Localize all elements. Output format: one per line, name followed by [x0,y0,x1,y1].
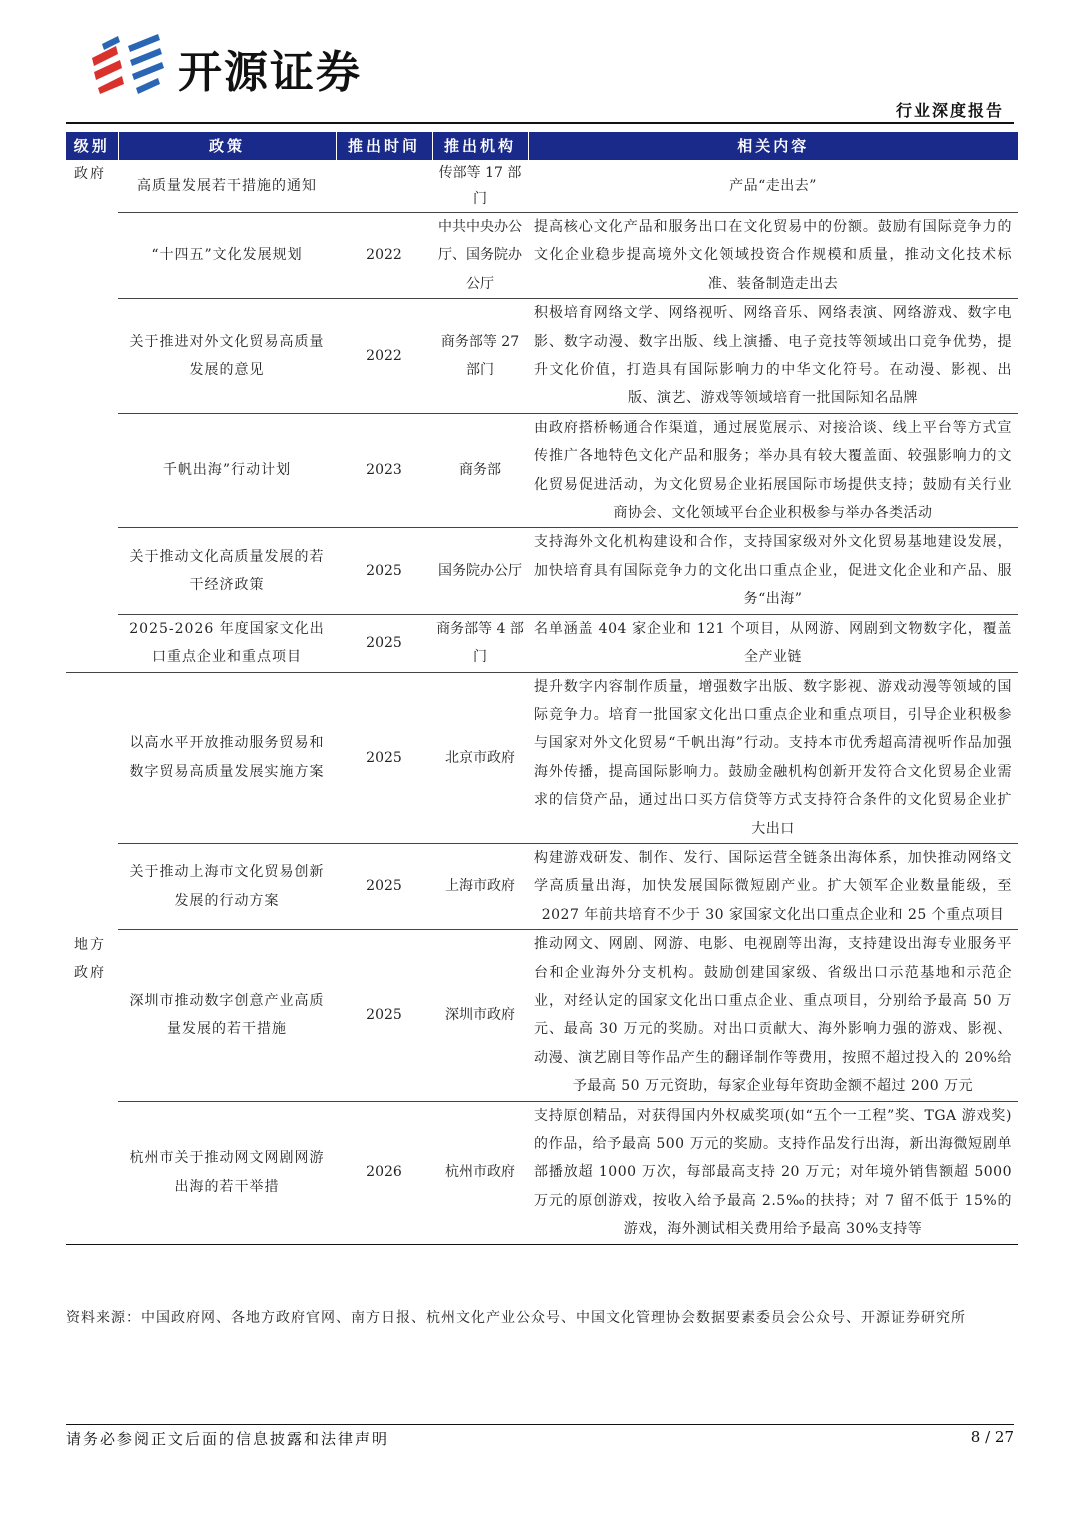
kaiyuan-securities-logo-icon [88,32,168,96]
policy-cell: 以高水平开放推动服务贸易和数字贸易高质量发展实施方案 [129,735,325,780]
year-cell [336,160,432,213]
level-cell-central: 政府 [74,166,106,182]
policy-cell: 关于推动文化高质量发展的若干经济政策 [129,548,325,594]
year-cell: 2023 [366,462,402,479]
agency-cell: 商务部等 4 部门 [436,620,524,666]
policy-table-container [66,132,1018,1245]
agency-cell: 国务院办公厅 [438,562,522,579]
year-cell: 2025 [366,749,402,766]
table-row [66,930,1018,1101]
table-row [66,528,1018,614]
policy-cell: 关于推进对外文化贸易高质量发展的意见 [129,333,325,379]
policy-table [66,132,1018,1245]
footer-divider [66,1424,1014,1425]
footer-disclaimer: 请务必参阅正文后面的信息披露和法律声明 [66,1430,390,1448]
agency-cell: 商务部等 27 部门 [440,333,520,379]
brand-logo [88,32,408,96]
content-cell: 提升数字内容制作质量，增强数字出版、数字影视、游戏动漫等领域的国际竞争力。培育一批国家文化出口重点企业和重点项目，引导企业积极参与国家对外文化贸易“千帆出海”行动。支持本市优秀超高清视听作品加强海外传播，提高国际影响力。鼓励金融机构创新开发符合文化贸易企业需求的信贷产品，通过出口买方信贷等方式支持符合条件的文化贸易企业扩大出口 [534,678,1012,837]
policy-cell: 2025-2026 年度国家文化出口重点企业和重点项目 [129,620,325,666]
column-header-policy: 政策 [118,132,336,160]
agency-cell: 杭州市政府 [445,1164,515,1181]
table-row [66,213,1018,299]
year-cell: 2025 [366,1007,402,1024]
agency-cell: 中共中央办公厅、国务院办公厅 [438,219,522,292]
year-cell: 2025 [366,878,402,895]
content-cell: 产品“走出去” [729,178,817,194]
page-number: 8 / 27 [970,1428,1014,1446]
year-cell: 2022 [366,247,402,264]
content-cell: 由政府搭桥畅通合作渠道，通过展览展示、对接洽谈、线上平台等方式宣传推广各地特色文化产品和服务；举办具有较大覆盖面、较强影响力的文化贸易促进活动，为文化贸易企业拓展国际市场提供支持；鼓励有关行业商协会、文化领域平台企业积极参与举办各类活动 [534,419,1012,522]
table-row [66,614,1018,672]
agency-cell: 北京市政府 [445,749,515,766]
column-header-year: 推出时间 [336,132,432,160]
column-header-content: 相关内容 [528,132,1018,160]
content-cell: 积极培育网络文学、网络视听、网络音乐、网络表演、网络游戏、数字电影、数字动漫、数字出版、线上演播、电子竞技等领域出口竞争优势，提升文化价值，打造具有国际影响力的中华文化符号。在动漫、影视、出版、演艺、游戏等领域培育一批国际知名品牌 [534,305,1012,407]
report-type: 行业深度报告 [895,101,1004,120]
policy-cell: 关于推动上海市文化贸易创新发展的行动方案 [129,864,325,909]
table-row [66,413,1018,528]
level-cell-local: 地方政府 [74,936,106,981]
column-header-level: 级别 [66,132,118,160]
policy-cell: 深圳市推动数字创意产业高质量发展的若干措施 [129,992,325,1038]
table-row [66,160,1018,213]
table-row [66,1101,1018,1244]
year-cell: 2022 [366,347,402,364]
year-cell: 2026 [366,1164,402,1181]
table-row [66,672,1018,843]
policy-cell: 高质量发展若干措施的通知 [137,178,317,194]
column-header-agency: 推出机构 [432,132,528,160]
table-row [66,843,1018,929]
content-cell: 支持海外文化机构建设和合作，支持国家级对外文化贸易基地建设发展，加快培育具有国际竞争力的文化出口重点企业，促进文化企业和产品、服务“出海” [534,534,1012,608]
agency-cell: 深圳市政府 [445,1007,515,1024]
content-cell: 推动网文、网剧、网游、电影、电视剧等出海，支持建设出海专业服务平台和企业海外分支机构。鼓励创建国家级、省级出口示范基地和示范企业，对经认定的国家文化出口重点企业、重点项目，分别给予最高 50 万元、最高 30 万元的奖励。对出口贡献大、海外影响力强的游戏、影视、动漫、演艺剧目等作品产生的翻译制作等费用，按照不超过投入的 20%给予最高 50 万元资助，每家企业每年资助金额不超过 200 万元 [534,936,1012,1095]
header-divider [66,122,1014,124]
content-cell: 提高核心文化产品和服务出口在文化贸易中的份额。鼓励有国际竞争力的文化企业稳步提高境外文化领域投资合作规模和质量，推动文化技术标准、装备制造走出去 [534,219,1012,292]
agency-cell: 传部等 17 部门 [438,165,522,207]
year-cell: 2025 [366,562,402,579]
table-row [66,299,1018,414]
agency-cell: 商务部 [459,462,501,479]
year-cell: 2025 [366,634,402,651]
policy-cell: “十四五”文化发展规划 [151,247,303,264]
brand-name: 开源证券 [178,47,362,98]
content-cell: 支持原创精品，对获得国内外权威奖项(如“五个一工程”奖、TGA 游戏奖)的作品，给予最高 500 万元的奖励。支持作品发行出海，新出海微短剧单部播放超 1000 万次，每部最高支持 20 万元；对年境外销售额超 5000 万元的原创游戏，按收入给予最高 2.5‰的扶持；对 7 留不低于 15%的游戏，海外测试相关费用给予最高 30%支持等 [534,1107,1012,1238]
policy-cell: 千帆出海”行动计划 [162,462,292,479]
content-cell: 名单涵盖 404 家企业和 121 个项目，从网游、网剧到文物数字化，覆盖全产业链 [534,620,1012,666]
agency-cell: 上海市政府 [445,878,515,895]
policy-cell: 杭州市关于推动网文网剧网游出海的若干举措 [129,1150,325,1195]
table-header-row [66,132,1018,160]
source-note: 资料来源：中国政府网、各地方政府官网、南方日报、杭州文化产业公众号、中国文化管理协会数据要素委员会公众号、开源证券研究所 [66,1310,966,1326]
content-cell: 构建游戏研发、制作、发行、国际运营全链条出海体系，加快推动网络文学高质量出海，加快发展国际微短剧产业。扩大领军企业数量能级，至 2027 年前共培育不少于 30 家国家文化出口重点企业和 25 个重点项目 [534,849,1012,923]
